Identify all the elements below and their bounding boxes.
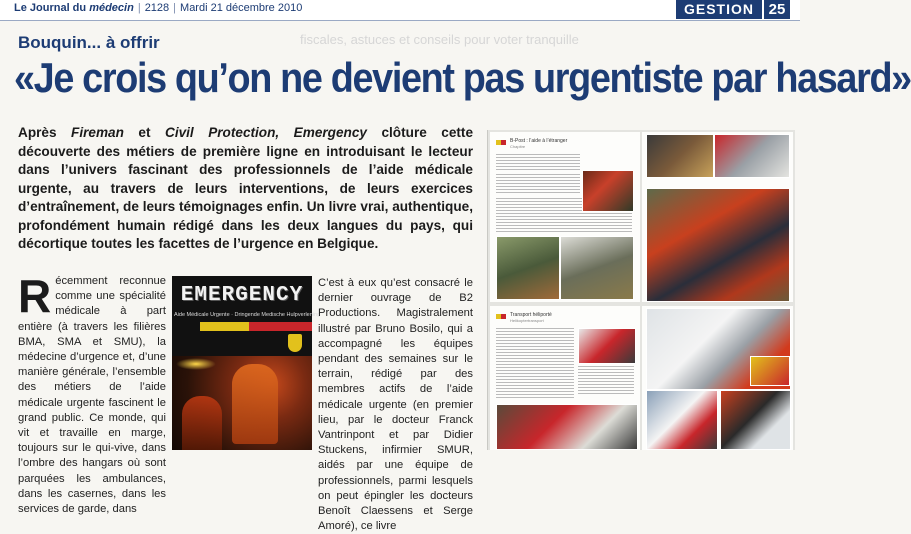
article-column-1: Récemment reconnue comme une spécialité médicale à part entière (à travers les filières BMA, SMA et SMU), la médecine d’urgence et, d’une manière générale, l’ensemble des métiers de l’aide médicale urgente fascinent le grand public. Ce monde, qui vit et travaille en marge, toujours sur le qui-vive, dans l’ombre des hangars où sont parquées les ambulances, dans les casernes, dans les services de garde, dans xyxy=(18,270,166,516)
cover-emblem-icon xyxy=(288,334,302,352)
text-block xyxy=(496,154,580,170)
spread-photo xyxy=(560,236,634,300)
spread-photo xyxy=(646,390,718,450)
book-spread-image xyxy=(487,130,795,450)
publication-info: Le Journal du médecin | 2128 | Mardi 21 décembre 2010 xyxy=(14,2,303,14)
spread-photo xyxy=(496,404,638,450)
spread-page-subtitle: Chapitre xyxy=(510,144,526,149)
page-number: 25 xyxy=(764,0,790,19)
book-cover-title: EMERGENCY xyxy=(180,284,304,307)
publication-name: Le Journal du médecin xyxy=(14,2,134,14)
article-headline: «Je crois qu’on ne devient pas urgentiste par hasard» xyxy=(14,54,911,101)
spread-page-1 xyxy=(490,132,640,302)
spread-photo xyxy=(578,328,636,364)
emergency-light xyxy=(176,358,216,370)
spread-page-title: B-Post : l’aide à l’étranger xyxy=(510,138,568,144)
spread-photo xyxy=(714,134,790,178)
spread-page-4 xyxy=(642,306,793,450)
book-cover-image xyxy=(172,276,321,450)
spread-photo xyxy=(750,356,790,386)
rescuer-figure xyxy=(182,396,222,450)
cover-photo xyxy=(172,356,312,450)
text-block xyxy=(578,366,634,396)
spread-page-subtitle: Helikoptertransport xyxy=(510,318,544,323)
spread-photo xyxy=(646,134,714,178)
spread-photo xyxy=(496,236,560,300)
text-block xyxy=(496,174,580,194)
article-lead: Après Fireman et Civil Protection, Emergency clôture cette découverte des métiers de première ligne en introduisant le lecteur dans l’univers fascinant des professionnels de l’aide médicale urgente, au travers de leurs interventions, de leurs exercices d’entraînement, de leurs témoignages enfin. Un livre vrai, authentique, profondément humain rédigé dans les deux langues du pays, qui décortique toutes les facettes de l’urgence en Belgique. xyxy=(18,125,474,251)
section-label: GESTION xyxy=(676,0,762,19)
page-header xyxy=(0,0,800,21)
issue-number: 2128 xyxy=(144,2,170,14)
cover-flag-stripe xyxy=(172,322,312,331)
issue-date: Mardi 21 décembre 2010 xyxy=(180,2,303,14)
article-kicker: Bouquin... à offrir xyxy=(18,33,160,52)
spread-photo xyxy=(646,188,790,302)
spread-page-3 xyxy=(490,306,640,450)
rescuer-figure xyxy=(232,364,278,444)
chapter-bar xyxy=(496,140,506,145)
chapter-bar xyxy=(496,314,506,319)
text-block xyxy=(496,328,574,398)
bleed-through-text: fiscales, astuces et conseils pour voter tranquille xyxy=(300,32,579,47)
spread-photo xyxy=(582,170,634,212)
drop-cap: R xyxy=(18,270,52,322)
spread-page-title: Transport héliporté xyxy=(510,312,552,318)
article-column-3: C’est à eux qu’est consacré le dernier ouvrage de B2 Productions. Magistralement illustré par Bruno Bosilo, qui a accompagné les équipes pendant des semaines sur le terrain, rédigé par des membres actifs de l’aide médicale urgente (en premier lieu, par le docteur Franck Vantrinpont et par Didier Stuckens, infirmier SMUR, aidés par une équipe de professionnels, parmi lesquels on peut épingler les docteurs Benoît Claessens et Serge Amoré), ce livre xyxy=(318,277,473,533)
book-cover-subtitle: Aide Médicale Urgente · Dringende Medische Hulpverlening xyxy=(174,312,321,318)
spread-page-2 xyxy=(642,132,793,302)
spread-photo xyxy=(720,390,791,450)
